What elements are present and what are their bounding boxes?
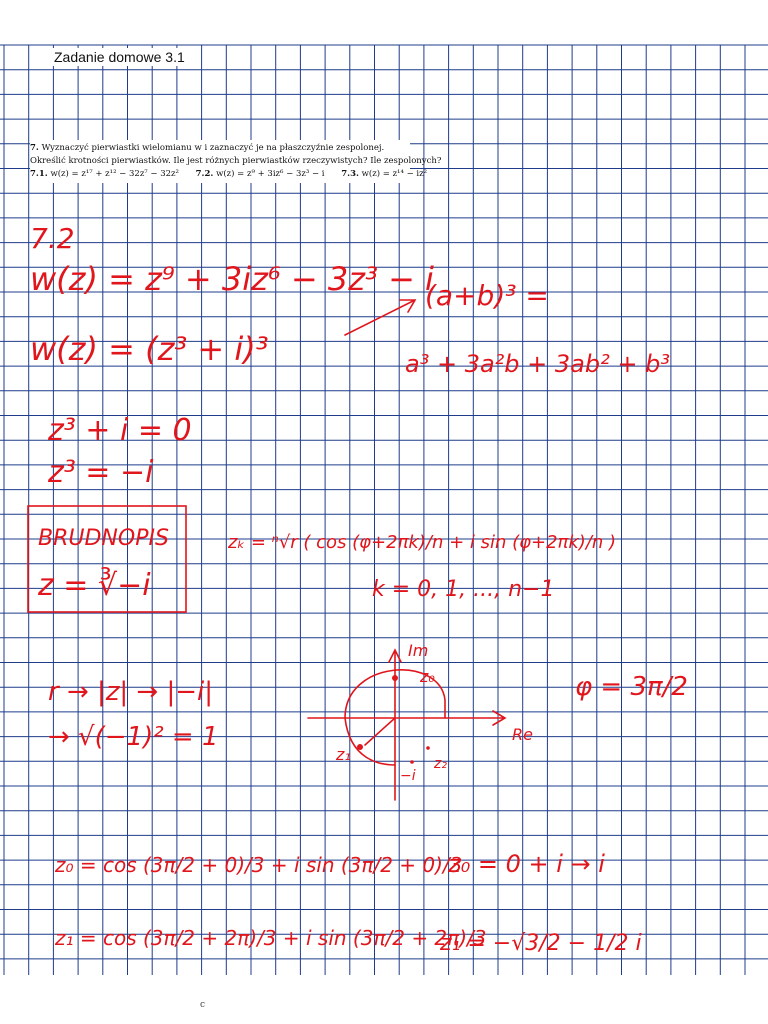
point-minus-i [410, 760, 414, 764]
subtask-1-expr: w(z) = z¹⁷ + z¹² − 32z⁷ − 32z² [50, 169, 179, 179]
label-z2: z₂ [434, 756, 447, 772]
radius-line [365, 718, 395, 745]
arrow-to-binomial [345, 300, 415, 335]
ink-equation-1: z³ + i = 0 [48, 413, 192, 448]
axis-re-label: Re [512, 725, 533, 744]
ink-polynomial: w(z) = z⁹ + 3iz⁶ − 3z³ − i [30, 260, 434, 298]
subtask-2-expr: w(z) = z⁹ + 3iz⁶ − 3z³ − i [216, 169, 325, 179]
axis-im-label: Im [408, 641, 429, 660]
label-z0: z₀ [420, 667, 435, 686]
ink-z0-result: z₀ = 0 + i → i [448, 850, 605, 878]
task-line-1: Wyznaczyć pierwiastki wielomianu w i zaznaczyć je na płaszczyźnie zespolonej. [41, 143, 385, 153]
homework-title: Zadanie domowe 3.1 [54, 49, 185, 65]
ink-z1-formula: z₁ = cos (3π/2 + 2π)/3 + i sin (3π/2 + 2π)/3 [55, 926, 487, 950]
point-z1 [357, 744, 363, 750]
subtask-2-label: 7.2. [195, 169, 214, 179]
ink-z0-formula: z₀ = cos (3π/2 + 0)/3 + i sin (3π/2 + 0)/3 [55, 853, 463, 877]
ink-modulus-1: r → |z| → |−i| [48, 677, 214, 707]
footer-mark: c [200, 1000, 206, 1010]
re-axis [308, 711, 505, 725]
point-z2 [426, 746, 430, 750]
task-line-2: Określić krotności pierwiastków. Ile jest różnych pierwiastków rzeczywistych? Ile zespolonych? [30, 156, 442, 166]
point-z0 [392, 675, 398, 681]
ink-factored: w(z) = (z³ + i)³ [30, 330, 269, 368]
ink-modulus-2: → √(−1)² = 1 [48, 722, 219, 752]
ink-root-formula: zₖ = ⁿ√r ( cos (φ+2πk)/n + i sin (φ+2πk)/n ) [228, 532, 617, 553]
ink-subtask-label: 7.2 [30, 222, 75, 255]
label-z1: z₁ [336, 745, 351, 764]
label-minus-i: −i [400, 768, 416, 784]
task-number: 7. [30, 143, 39, 153]
subtask-3-expr: w(z) = z¹⁴ − iz² [361, 169, 427, 179]
ink-brudnopis-label: BRUDNOPIS [38, 526, 169, 551]
ink-argument: φ = 3π/2 [575, 672, 688, 702]
ink-brudnopis-expr: z = ∛−i [38, 568, 151, 603]
ink-z1-result: z₁ = −√3/2 − 1/2 i [440, 931, 642, 956]
ink-binomial-lhs: (a+b)³ = [425, 279, 549, 312]
ink-k-range: k = 0, 1, ..., n−1 [372, 577, 555, 602]
subtask-1-label: 7.1. [30, 169, 48, 179]
subtask-3-label: 7.3. [341, 169, 359, 179]
ink-equation-2: z³ = −i [48, 455, 154, 490]
ink-binomial-rhs: a³ + 3a²b + 3ab² + b³ [405, 350, 670, 378]
